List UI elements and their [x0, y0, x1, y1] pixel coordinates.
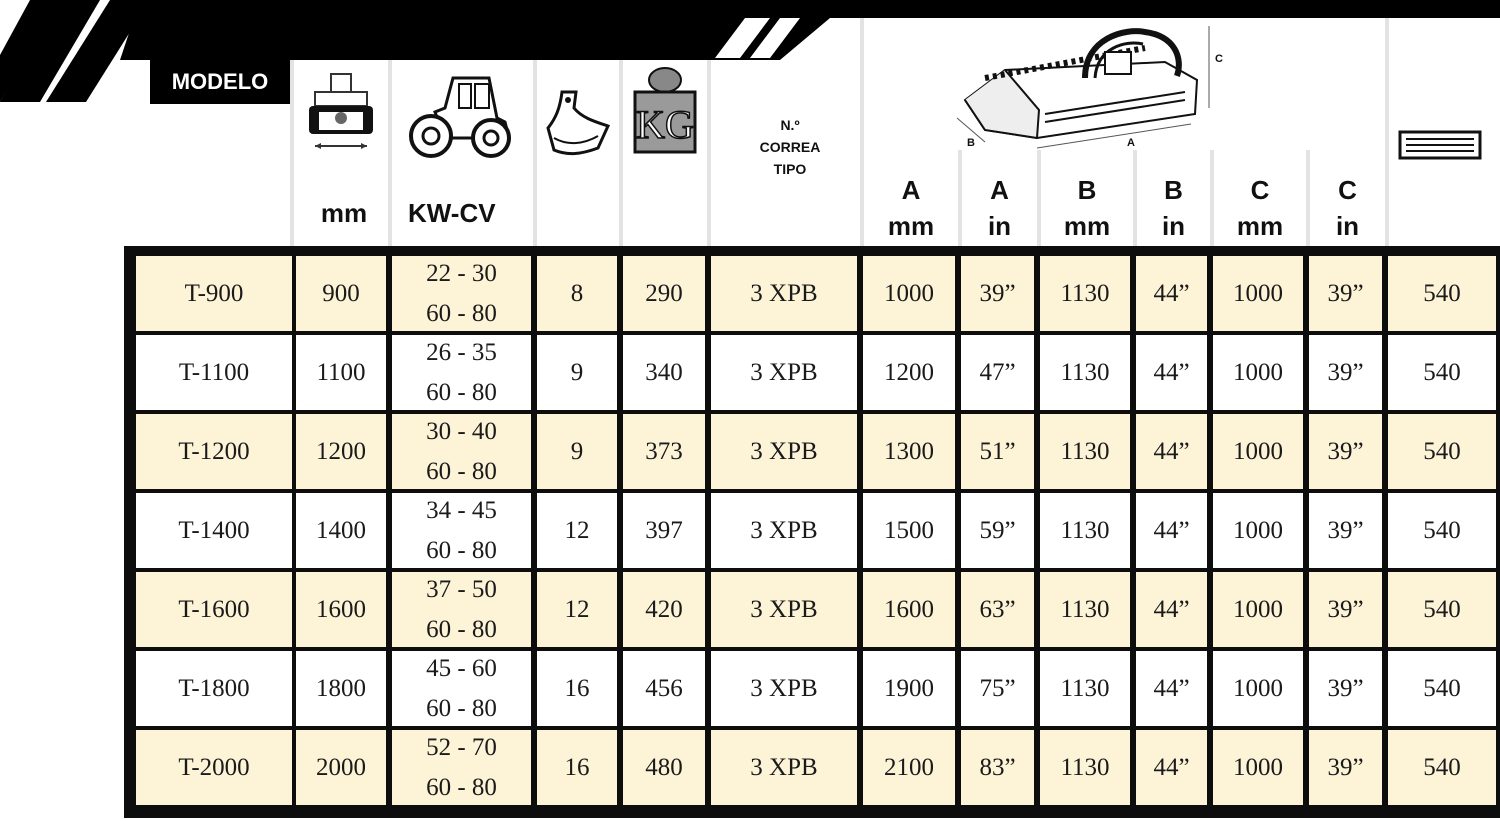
cell-kw	[392, 414, 531, 489]
dim-header-a-in	[962, 172, 1037, 244]
cell-c-in: 39”	[1309, 335, 1382, 410]
cell-b-mm: 1130	[1040, 651, 1130, 726]
dim-letter: A	[990, 175, 1009, 205]
tractor-icon	[405, 72, 515, 160]
power-kw: 34 - 45	[426, 496, 497, 524]
cell-kg: 373	[623, 414, 705, 489]
cell-mm: 2000	[296, 730, 386, 805]
cell-blades: 9	[537, 414, 617, 489]
cell-mm: 1600	[296, 572, 386, 647]
power-cv: 60 - 80	[426, 694, 497, 722]
cell-b-in: 44”	[1136, 730, 1207, 805]
power-cv: 60 - 80	[426, 615, 497, 643]
cell-mm: 1400	[296, 493, 386, 568]
cell-a-in: 63”	[961, 572, 1034, 647]
cell-model: T-1800	[136, 651, 292, 726]
cell-a-mm: 1900	[863, 651, 955, 726]
cell-a-mm: 1000	[863, 256, 955, 331]
cell-b-mm: 1130	[1040, 730, 1130, 805]
cell-model: T-1200	[136, 414, 292, 489]
dim-header-b-mm	[1041, 172, 1133, 244]
power-kw: 22 - 30	[426, 259, 497, 287]
cell-a-mm: 1500	[863, 493, 955, 568]
mulcher-dimensions-diagram	[945, 18, 1235, 156]
dim-unit: in	[987, 211, 1012, 241]
cell-belt: 3 XPB	[711, 335, 857, 410]
pto-shaft-icon	[1398, 130, 1482, 160]
svg-text:A: A	[1127, 137, 1135, 149]
cell-a-mm: 1300	[863, 414, 955, 489]
cell-b-mm: 1130	[1040, 335, 1130, 410]
power-kw: 37 - 50	[426, 575, 497, 603]
cell-blades: 8	[537, 256, 617, 331]
cell-mm: 1800	[296, 651, 386, 726]
cell-pto: 540	[1388, 572, 1496, 647]
dim-letter: B	[1164, 175, 1183, 205]
cell-c-mm: 1000	[1213, 256, 1303, 331]
cell-b-in: 44”	[1136, 651, 1207, 726]
cell-pto: 540	[1388, 335, 1496, 410]
cell-b-in: 44”	[1136, 493, 1207, 568]
cell-blades: 12	[537, 493, 617, 568]
power-kw: 26 - 35	[426, 338, 497, 366]
power-cv: 60 - 80	[426, 536, 497, 564]
cell-c-mm: 1000	[1213, 335, 1303, 410]
cell-model: T-1400	[136, 493, 292, 568]
cell-pto: 540	[1388, 414, 1496, 489]
power-kw: 30 - 40	[426, 417, 497, 445]
dim-header-c-mm	[1214, 172, 1306, 244]
cell-a-in: 59”	[961, 493, 1034, 568]
width-unit-label: mm	[320, 198, 368, 228]
dim-letter: C	[1338, 175, 1357, 205]
cell-kg: 480	[623, 730, 705, 805]
power-kw: 45 - 60	[426, 654, 497, 682]
cell-b-mm: 1130	[1040, 256, 1130, 331]
cell-belt: 3 XPB	[711, 730, 857, 805]
power-cv: 60 - 80	[426, 299, 497, 327]
cell-c-mm: 1000	[1213, 572, 1303, 647]
cell-kg: 290	[623, 256, 705, 331]
cell-a-mm: 1200	[863, 335, 955, 410]
cell-kg: 397	[623, 493, 705, 568]
cell-c-mm: 1000	[1213, 414, 1303, 489]
cell-a-mm: 2100	[863, 730, 955, 805]
cell-c-in: 39”	[1309, 256, 1382, 331]
cell-b-mm: 1130	[1040, 414, 1130, 489]
dim-unit: mm	[887, 211, 935, 241]
cell-b-in: 44”	[1136, 414, 1207, 489]
cell-c-mm: 1000	[1213, 493, 1303, 568]
cell-blades: 12	[537, 572, 617, 647]
cell-a-in: 47”	[961, 335, 1034, 410]
modelo-header: MODELO	[171, 69, 269, 94]
cell-pto: 540	[1388, 256, 1496, 331]
dim-header-c-in	[1310, 172, 1385, 244]
cell-c-mm: 1000	[1213, 730, 1303, 805]
power-kw: 52 - 70	[426, 733, 497, 761]
cell-kw	[392, 256, 531, 331]
cell-model: T-1600	[136, 572, 292, 647]
cell-model: T-900	[136, 256, 292, 331]
cell-b-mm: 1130	[1040, 572, 1130, 647]
cell-b-in: 44”	[1136, 335, 1207, 410]
cell-kw	[392, 730, 531, 805]
cell-b-mm: 1130	[1040, 493, 1130, 568]
cell-belt: 3 XPB	[711, 414, 857, 489]
cell-blades: 16	[537, 730, 617, 805]
cell-belt: 3 XPB	[711, 572, 857, 647]
cell-belt: 3 XPB	[711, 493, 857, 568]
cell-belt: 3 XPB	[711, 256, 857, 331]
cell-a-in: 83”	[961, 730, 1034, 805]
svg-text:C: C	[1215, 53, 1223, 65]
cell-c-in: 39”	[1309, 414, 1382, 489]
cell-model: T-2000	[136, 730, 292, 805]
svg-text:KG: KG	[636, 102, 694, 147]
cell-belt: 3 XPB	[711, 651, 857, 726]
cell-kw	[392, 572, 531, 647]
dim-letter: A	[901, 175, 921, 205]
cell-model: T-1100	[136, 335, 292, 410]
dim-letter: C	[1250, 175, 1270, 205]
power-cv: 60 - 80	[426, 773, 497, 801]
cell-c-mm: 1000	[1213, 651, 1303, 726]
belt-type-label: N.º CORREA TIPO	[759, 117, 821, 177]
cell-pto: 540	[1388, 730, 1496, 805]
power-cv: 60 - 80	[426, 457, 497, 485]
power-unit-label: KW-CV	[408, 198, 496, 228]
dim-unit: mm	[1236, 211, 1284, 241]
dim-unit: mm	[1063, 211, 1111, 241]
cell-mm: 1200	[296, 414, 386, 489]
cell-a-in: 39”	[961, 256, 1034, 331]
cell-mm: 900	[296, 256, 386, 331]
dim-letter: B	[1077, 175, 1097, 205]
dim-header-b-in	[1137, 172, 1210, 244]
cell-kw	[392, 493, 531, 568]
cell-b-in: 44”	[1136, 572, 1207, 647]
cell-a-in: 75”	[961, 651, 1034, 726]
cell-kg: 456	[623, 651, 705, 726]
cell-a-mm: 1600	[863, 572, 955, 647]
cell-kw	[392, 651, 531, 726]
cell-c-in: 39”	[1309, 493, 1382, 568]
cell-pto: 540	[1388, 493, 1496, 568]
cell-c-in: 39”	[1309, 651, 1382, 726]
hammer-blade-icon	[542, 88, 612, 160]
cell-c-in: 39”	[1309, 730, 1382, 805]
cell-kg: 420	[623, 572, 705, 647]
kg-weight-icon	[632, 66, 698, 156]
cell-c-in: 39”	[1309, 572, 1382, 647]
cell-kg: 340	[623, 335, 705, 410]
cell-a-in: 51”	[961, 414, 1034, 489]
cell-mm: 1100	[296, 335, 386, 410]
cell-b-in: 44”	[1136, 256, 1207, 331]
cell-pto: 540	[1388, 651, 1496, 726]
spec-table	[124, 246, 1500, 818]
svg-text:B: B	[967, 137, 975, 149]
dim-unit: in	[1161, 211, 1186, 241]
cell-kw	[392, 335, 531, 410]
rotor-width-icon	[305, 72, 377, 154]
cell-blades: 16	[537, 651, 617, 726]
power-cv: 60 - 80	[426, 378, 497, 406]
cell-blades: 9	[537, 335, 617, 410]
dim-header-a-mm	[864, 172, 958, 244]
dim-unit: in	[1335, 211, 1360, 241]
